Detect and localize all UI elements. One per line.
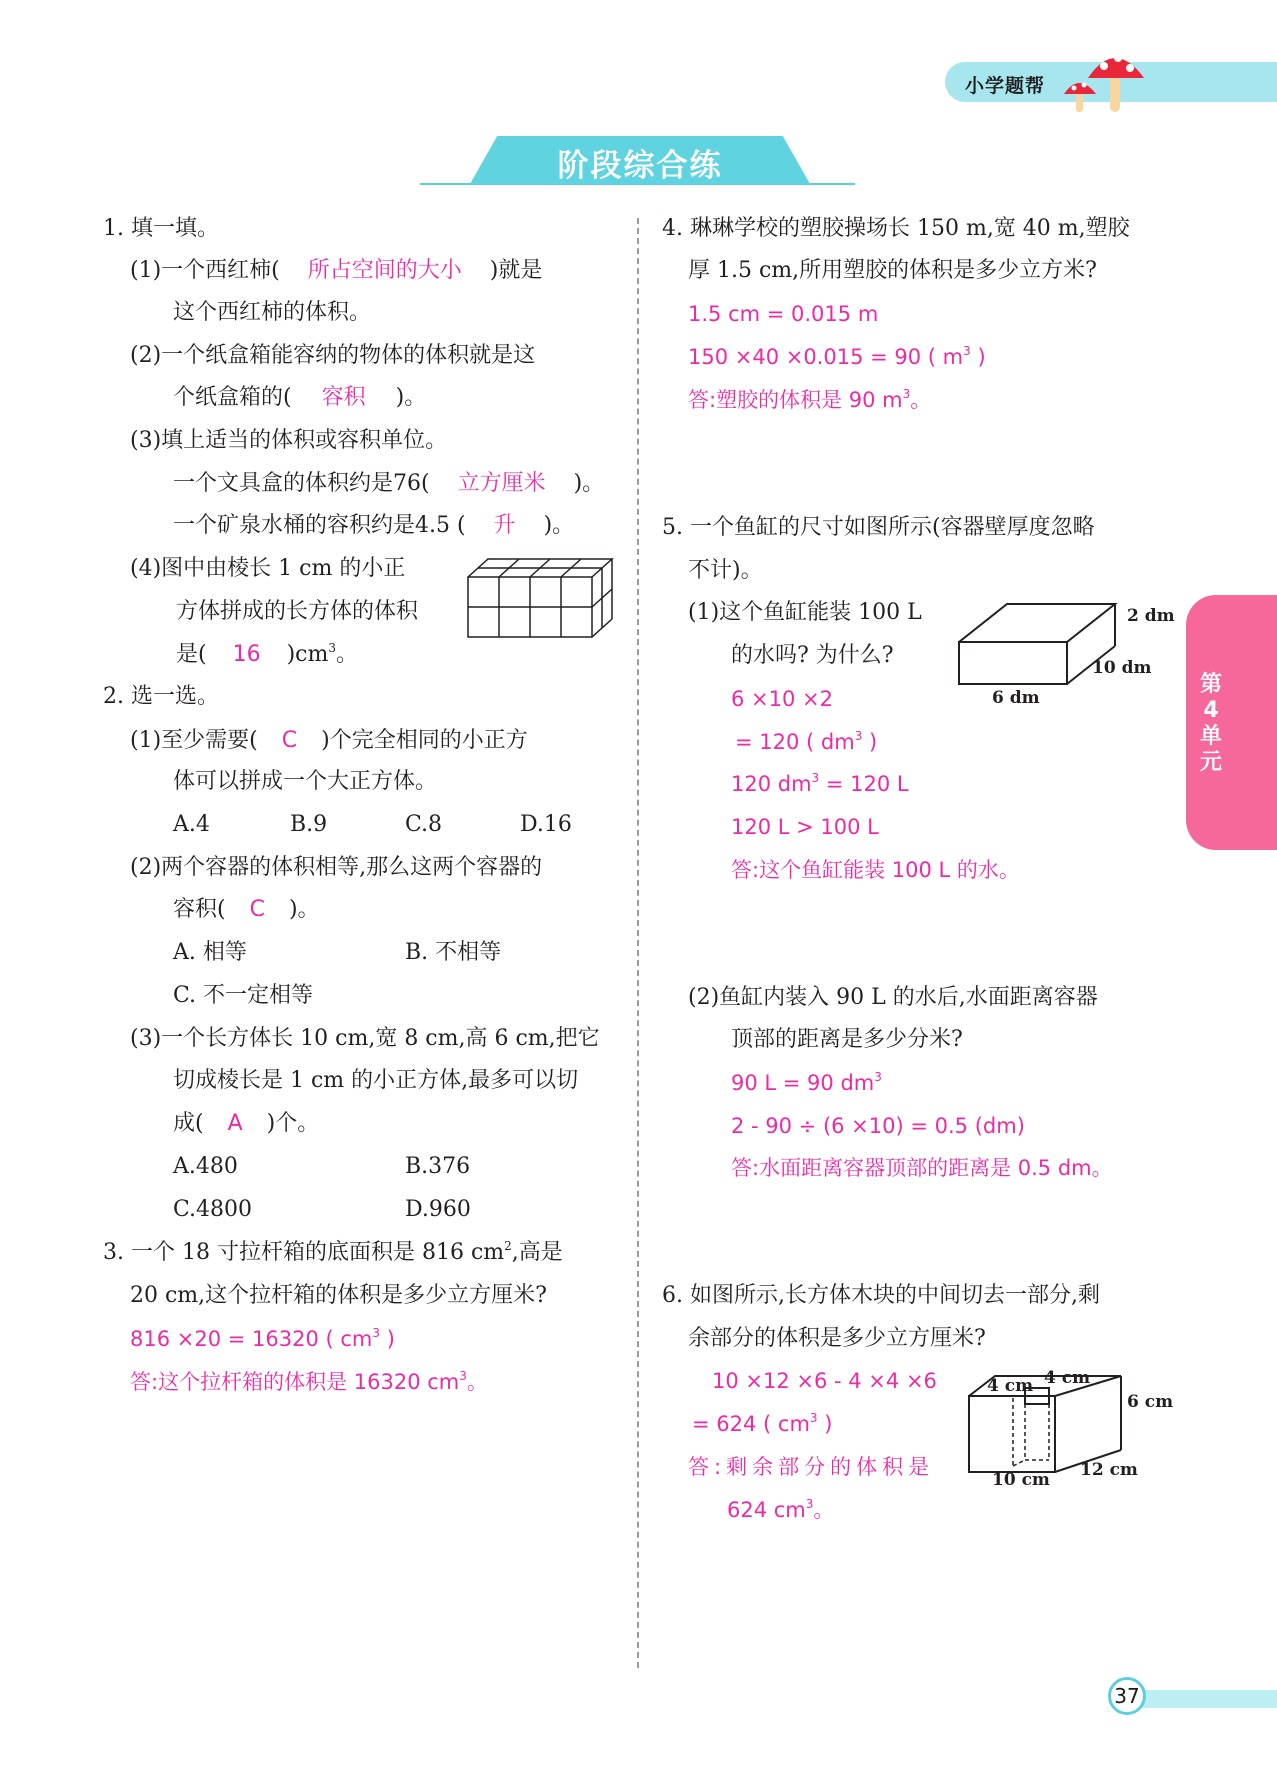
q2-part2-line2: 容积( C )。 <box>173 897 320 922</box>
mushroom-icon <box>1060 44 1150 116</box>
q4-answer-text: 答:塑胶的体积是 90 $m^3$。 <box>688 387 932 412</box>
q4-answer-calc: 150 ×40 ×0.015 = 90 ( $m^3$ ) <box>688 344 986 369</box>
q2-part1-line2: 体可以拼成一个大正方体。 <box>173 769 438 794</box>
q5-part2-answer-step1: 90 L = 90 $dm^3$ <box>731 1070 882 1095</box>
q5-part2-answer-step2: 2 - 90 ÷ (6 ×10) = 0.5 (dm) <box>731 1114 1025 1138</box>
q6-answer-text: 答:剩余部分的体积是 <box>688 1455 935 1479</box>
q1-part3-line1: 一个文具盒的体积约是76( 立方厘米 )。 <box>173 471 605 496</box>
q5-answer-text: 答:这个鱼缸能装 100 L 的水。 <box>731 858 1020 882</box>
q5-answer-step3: 120 $dm^3 = 120$ L <box>731 771 909 796</box>
q4-answer-convert: 1.5 cm = 0.015 m <box>688 302 879 326</box>
q2-part2-option-a: A. 相等 <box>173 940 247 965</box>
q5-line1: 5. 一个鱼缸的尺寸如图所示(容器壁厚度忽略 <box>662 515 1095 540</box>
q5-line2: 不计)。 <box>688 558 763 583</box>
q3-answer-text: 答:这个拉杆箱的体积是 16320 $cm^3$。 <box>130 1369 488 1394</box>
q2-part1-option-d: D.16 <box>520 812 572 837</box>
q5-dim-height: 2 dm <box>1127 606 1175 626</box>
q2-part1-line1: (1)至少需要( C )个完全相同的小正方 <box>130 728 528 753</box>
q1-part1-answer: 所占空间的大小 <box>307 258 462 283</box>
q2-part3-line1: (3)一个长方体长 10 cm,宽 8 cm,高 6 cm,把它 <box>130 1026 600 1051</box>
q1-part3-answer2: 升 <box>493 513 516 538</box>
q2-part3-line3: 成( A )个。 <box>173 1111 320 1136</box>
q3-line1: 3. 一个 18 寸拉杆箱的底面积是 816 $cm^2$,高是 <box>103 1239 563 1265</box>
q2-part3-answer: A <box>227 1111 243 1136</box>
q2-part1-option-b: B.9 <box>290 812 328 837</box>
q1-part3: (3)填上适当的体积或容积单位。 <box>130 428 448 453</box>
q5-answer-step2: = 120 ( $dm^3$ ) <box>735 729 878 754</box>
q2-part2-answer: C <box>249 897 265 922</box>
q3-answer-calc: 816 ×20 = 16320 ( $cm^3$ ) <box>130 1326 395 1351</box>
q6-dim-cut-width: 4 cm <box>987 1376 1034 1396</box>
q6-dim-height: 6 cm <box>1127 1392 1174 1412</box>
q1-part2-line1: (2)一个纸盒箱能容纳的物体的体积就是这 <box>130 343 536 368</box>
q1-part4-line1: (4)图中由棱长 1 cm 的小正 <box>130 556 406 581</box>
q6-line1: 6. 如图所示,长方体木块的中间切去一部分,剩 <box>662 1283 1100 1308</box>
q6-answer-value: 624 $cm^3$。 <box>727 1497 835 1522</box>
q1-part4-answer: 16 <box>232 642 261 667</box>
q1-part1-line2: 这个西红柿的体积。 <box>173 300 372 325</box>
q5-part2-line2: 顶部的距离是多少分米? <box>731 1027 963 1052</box>
q5-answer-step1: 6 ×10 ×2 <box>731 687 833 711</box>
q5-part1-line2: 的水吗? 为什么? <box>731 643 894 668</box>
unit-side-label: 第4单元 <box>1199 672 1222 775</box>
q2-part3-option-d: D.960 <box>405 1197 471 1222</box>
q2-part2-option-b: B. 不相等 <box>405 940 502 965</box>
q2-part2-option-c: C. 不一定相等 <box>173 983 314 1008</box>
q5-dim-width: 10 dm <box>1092 658 1152 678</box>
column-divider <box>637 218 639 1668</box>
q6-dim-length: 10 cm <box>992 1470 1050 1490</box>
q3-line2: 20 cm,这个拉杆箱的体积是多少立方厘米? <box>130 1283 547 1308</box>
q1-part2-line2: 个纸盒箱的( 容积 )。 <box>173 385 427 410</box>
q1-heading: 1. 填一填。 <box>103 216 219 241</box>
page-number-bar <box>1127 1690 1277 1708</box>
q2-part3-option-a: A.480 <box>173 1154 238 1179</box>
q2-heading: 2. 选一选。 <box>103 684 219 709</box>
q6-answer-calc: 10 ×12 ×6 - 4 ×4 ×6 <box>712 1369 937 1393</box>
q6-line2: 余部分的体积是多少立方厘米? <box>688 1326 986 1351</box>
page-title: 阶段综合练 <box>557 148 723 184</box>
q5-dim-length: 6 dm <box>992 688 1040 708</box>
q1-part4-line3: 是( 16 )$cm^3$。 <box>176 641 359 667</box>
q5-part2-answer-text: 答:水面距离容器顶部的距离是 0.5 dm。 <box>731 1156 1113 1180</box>
q5-part2-line1: (2)鱼缸内装入 90 L 的水后,水面距离容器 <box>688 985 1098 1010</box>
q5-part1-line1: (1)这个鱼缸能装 100 L <box>688 600 922 625</box>
q2-part2-line1: (2)两个容器的体积相等,那么这两个容器的 <box>130 855 543 880</box>
q5-answer-step4: 120 L > 100 L <box>731 815 879 839</box>
q1-part3-line2: 一个矿泉水桶的容积约是4.5 ( 升 )。 <box>173 513 575 538</box>
q4-line2: 厚 1.5 cm,所用塑胶的体积是多少立方米? <box>688 258 1097 283</box>
q4-line1: 4. 琳琳学校的塑胶操场长 150 m,宽 40 m,塑胶 <box>662 216 1130 241</box>
q2-part1-option-a: A.4 <box>173 812 210 837</box>
q1-part1-line1: (1)一个西红柿( 所占空间的大小 )就是 <box>130 258 543 283</box>
q6-answer-result: = 624 ( $cm^3$ ) <box>692 1411 833 1436</box>
cube-grid-figure <box>464 555 616 641</box>
page-number: 37 <box>1114 1684 1140 1708</box>
q6-dim-cut-depth: 4 cm <box>1044 1368 1091 1388</box>
q1-part4-line2: 方体拼成的长方体的体积 <box>176 599 419 624</box>
q1-part3-answer1: 立方厘米 <box>457 471 546 496</box>
q2-part1-answer: C <box>281 728 298 753</box>
q1-part2-answer: 容积 <box>321 385 366 410</box>
q6-dim-width: 12 cm <box>1080 1460 1138 1480</box>
brand-text: 小学题帮 <box>965 75 1046 97</box>
q2-part1-option-c: C.8 <box>405 812 443 837</box>
q2-part3-line2: 切成棱长是 1 cm 的小正方体,最多可以切 <box>173 1068 579 1093</box>
q2-part3-option-c: C.4800 <box>173 1197 253 1222</box>
q2-part3-option-b: B.376 <box>405 1154 471 1179</box>
